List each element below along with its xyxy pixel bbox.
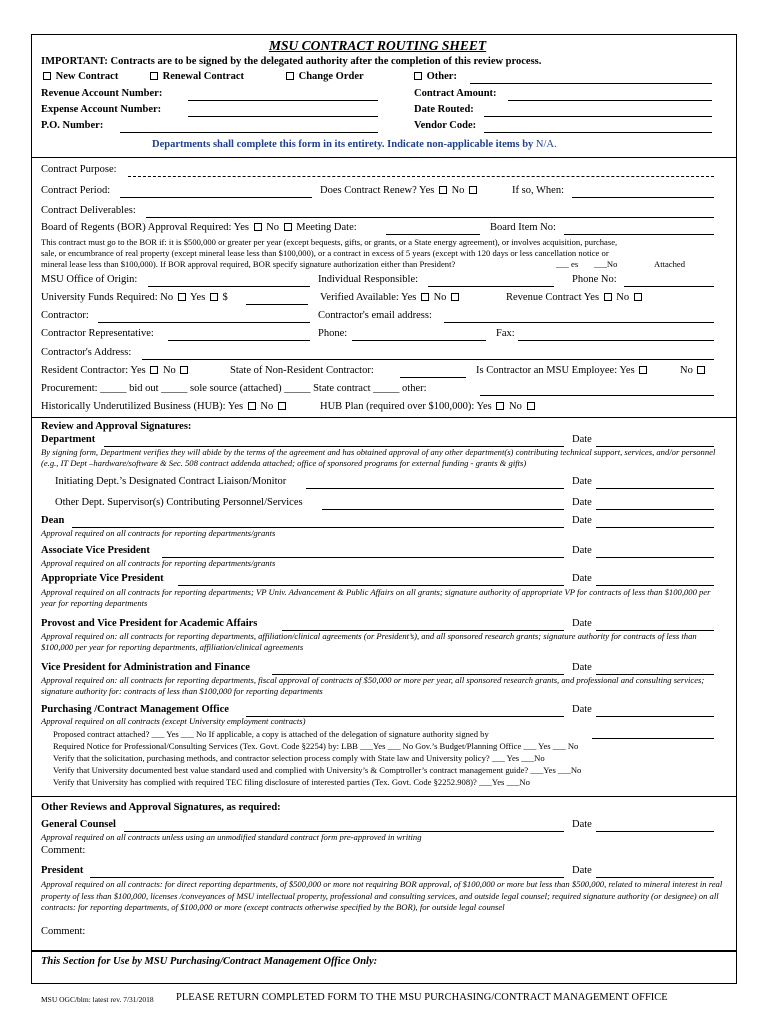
revenue-contract-label: Revenue Contract Yes No <box>506 292 644 303</box>
checkbox-icon[interactable] <box>604 293 612 301</box>
contract-purpose-field[interactable] <box>128 176 714 177</box>
checkbox-icon[interactable] <box>150 366 158 374</box>
purchasing-only-section: This Section for Use by MSU Purchasing/Contract Management Office Only: <box>41 956 378 967</box>
appvp-label: Appropriate Vice President <box>41 573 164 584</box>
general-counsel-label: General Counsel <box>41 819 116 830</box>
hub-plan-label: HUB Plan (required over $100,000): Yes No <box>320 401 537 412</box>
revenue-account-field[interactable] <box>188 100 378 101</box>
vpaf-label: Vice President for Administration and Finance <box>41 662 250 673</box>
date-label: Date <box>572 434 592 445</box>
funds-required-label: University Funds Required: No Yes $ <box>41 292 228 303</box>
comment-label: Comment: <box>41 845 86 856</box>
other-reviews-heading: Other Reviews and Approval Signatures, as required: <box>41 802 281 813</box>
contract-purpose-label: Contract Purpose: <box>41 164 117 175</box>
checkbox-icon[interactable] <box>439 186 447 194</box>
checkbox-icon[interactable] <box>180 366 188 374</box>
checkbox-icon[interactable] <box>639 366 647 374</box>
purchasing-date-field[interactable] <box>596 716 714 717</box>
other-dept-date-field[interactable] <box>596 509 714 510</box>
phone-no-label: Phone No: <box>572 274 617 285</box>
procurement-other-field[interactable] <box>480 395 714 396</box>
appvp-signature-field[interactable] <box>178 585 564 586</box>
checkbox-icon[interactable] <box>178 293 186 301</box>
other-field[interactable] <box>470 83 712 84</box>
checkbox-icon[interactable] <box>414 72 422 80</box>
contractor-email-field[interactable] <box>444 322 714 323</box>
date-routed-field[interactable] <box>484 116 712 117</box>
checkbox-icon[interactable] <box>254 223 262 231</box>
checkbox-icon[interactable] <box>210 293 218 301</box>
date-label: Date <box>572 573 592 584</box>
does-renew-label: Does Contract Renew? Yes No <box>320 185 479 196</box>
hub-label: Historically Underutilized Business (HUB): Yes No <box>41 401 288 412</box>
checkbox-icon[interactable] <box>451 293 459 301</box>
purchasing-note: Approval required on all contracts (except University employment contracts) <box>41 716 306 726</box>
funds-amount-field[interactable] <box>246 304 308 305</box>
department-label: Department <box>41 434 96 445</box>
bor-note-line-2: sale, or encumbrance of real property (except mineral lease less than $100,000), or a contract in excess of 5 years (except with 120 days or less cancellation notice or <box>41 248 609 258</box>
revenue-account-label: Revenue Account Number: <box>41 88 163 99</box>
date-label: Date <box>572 704 592 715</box>
other-dept-signature-field[interactable] <box>322 509 564 510</box>
revision-note: MSU OGC/blm: latest rev. 7/31/2018 <box>41 995 154 1004</box>
initiating-date-field[interactable] <box>596 488 714 489</box>
renewal-contract-option[interactable]: Renewal Contract <box>148 71 244 82</box>
contractor-rep-field[interactable] <box>168 340 310 341</box>
individual-responsible-label: Individual Responsible: <box>318 274 419 285</box>
date-label: Date <box>572 476 592 487</box>
date-routed-label: Date Routed: <box>414 104 474 115</box>
departments-note: Departments shall complete this form in its entirety. Indicate non-applicable items by N/A. <box>152 139 557 150</box>
date-label: Date <box>572 662 592 673</box>
provost-label: Provost and Vice President for Academic Affairs <box>41 618 258 629</box>
phone-label: Phone: <box>318 328 348 339</box>
initiating-label: Initiating Dept.’s Designated Contract Liaison/Monitor <box>55 476 287 487</box>
office-origin-field[interactable] <box>148 286 310 287</box>
deliverables-field[interactable] <box>146 217 714 218</box>
section-divider <box>31 950 737 952</box>
procurement-row: Procurement: _____ bid out _____ sole source (attached) _____ State contract _____ other: <box>41 383 427 394</box>
phone-field[interactable] <box>352 340 486 341</box>
meeting-date-field[interactable] <box>386 234 480 235</box>
avp-date-field[interactable] <box>596 557 714 558</box>
checkbox-icon[interactable] <box>634 293 642 301</box>
checkbox-icon[interactable] <box>248 402 256 410</box>
board-item-label: Board Item No: <box>490 222 556 233</box>
signatures-heading: Review and Approval Signatures: <box>41 421 192 432</box>
po-number-label: P.O. Number: <box>41 120 104 131</box>
checkbox-icon[interactable] <box>697 366 705 374</box>
avp-note: Approval required on all contracts for reporting departments/grants <box>41 558 276 568</box>
contractor-email-label: Contractor's email address: <box>318 310 432 321</box>
comment-label: Comment: <box>41 926 86 937</box>
if-so-when-label: If so, When: <box>512 185 565 196</box>
office-origin-label: MSU Office of Origin: <box>41 274 138 285</box>
date-label: Date <box>572 865 592 876</box>
contractor-address-label: Contractor's Address: <box>41 347 132 358</box>
contract-period-field[interactable] <box>120 197 312 198</box>
contractor-field[interactable] <box>98 322 310 323</box>
date-label: Date <box>572 618 592 629</box>
po-number-field[interactable] <box>120 132 378 133</box>
contract-amount-label: Contract Amount: <box>414 88 497 99</box>
date-label: Date <box>572 497 592 508</box>
president-signature-field[interactable] <box>90 877 564 878</box>
vendor-code-label: Vendor Code: <box>414 120 477 131</box>
resident-contractor-label: Resident Contractor: Yes No <box>41 365 190 376</box>
section-divider <box>31 796 737 797</box>
section-divider <box>31 417 737 418</box>
checkbox-icon[interactable] <box>469 186 477 194</box>
checkbox-icon[interactable] <box>421 293 429 301</box>
contractor-address-field[interactable] <box>142 359 714 360</box>
avp-label: Associate Vice President <box>41 545 150 556</box>
checkbox-icon[interactable] <box>496 402 504 410</box>
date-label: Date <box>572 515 592 526</box>
president-note: Approval required on all contracts: for direct reporting departments, of $500,000 or more not requiring BOR approval, of $100,000 or more but less than $500,000, related to mineral interest in real property of less than $100,000, licenses /conveyances of MSU intellectual property, professional and consulting services, and outside legal counsel; required signature authority (or designee) on all contracts: for reporting departments, of $100,000 or more (except contracts otherwise specified by the BOR), for outside legal counsel <box>41 879 723 912</box>
new-contract-option[interactable]: New Contract <box>41 71 118 82</box>
general-counsel-date-field[interactable] <box>596 831 714 832</box>
dean-note: Approval required on all contracts for reporting departments/grants <box>41 528 276 538</box>
checkbox-icon[interactable] <box>43 72 51 80</box>
checkbox-icon[interactable] <box>286 72 294 80</box>
contract-amount-field[interactable] <box>508 100 712 101</box>
date-label: Date <box>572 545 592 556</box>
checkbox-icon[interactable] <box>150 72 158 80</box>
bor-attached-label: Attached <box>654 259 686 269</box>
contract-period-label: Contract Period: <box>41 185 111 196</box>
board-item-field[interactable] <box>564 234 714 235</box>
provost-note: Approval required on: all contracts for reporting departments, affiliation/clinical agreements (or President’s), and all sponsored research grants; signature authority for contracts of less than $100,000 per year for reporting departments, affiliation/clinical agreements <box>41 631 697 652</box>
other-dept-label: Other Dept. Supervisor(s) Contributing Personnel/Services <box>55 497 303 508</box>
initiating-signature-field[interactable] <box>306 488 564 489</box>
section-divider <box>31 157 737 158</box>
purchasing-label: Purchasing /Contract Management Office <box>41 704 229 715</box>
important-note: IMPORTANT: Contracts are to be signed by the delegated authority after the completion of this review process. <box>41 56 542 67</box>
msu-employee-label: Is Contractor an MSU Employee: Yes <box>476 365 649 376</box>
appvp-date-field[interactable] <box>596 585 714 586</box>
other-option[interactable]: Other: <box>412 71 457 82</box>
president-label: President <box>41 865 84 876</box>
bor-note-line-3: mineral lease less than $100,000). If BOR approval required, BOR specify signature authorization either than President? <box>41 259 456 269</box>
checkbox-icon[interactable] <box>284 223 292 231</box>
dean-label: Dean <box>41 515 65 526</box>
dean-date-field[interactable] <box>596 527 714 528</box>
bor-yes-option[interactable]: ___ es <box>556 259 579 269</box>
change-order-option[interactable]: Change Order <box>284 71 364 82</box>
checkbox-icon[interactable] <box>527 402 535 410</box>
fax-field[interactable] <box>518 340 714 341</box>
president-date-field[interactable] <box>596 877 714 878</box>
required-notice-row: Required Notice for Professional/Consulting Services (Tex. Govt. Code §2254) by: LBB ___Yes ___ No Gov.’s Budget/Planning Office ___ Yes ___ No <box>53 741 579 751</box>
vendor-code-field[interactable] <box>484 132 712 133</box>
contractor-rep-label: Contractor Representative: <box>41 328 154 339</box>
vpaf-note: Approval required on: all contracts for reporting departments, fiscal approval of contracts of $50,000 or more per year, all sponsored research grants, and professional and consulting services; signature authority for: contracts of less than $100,000 for reporting departments <box>41 675 705 696</box>
return-note: PLEASE RETURN COMPLETED FORM TO THE MSU PURCHASING/CONTRACT MANAGEMENT OFFICE <box>176 992 668 1003</box>
verify-tec-row: Verify that University has complied with required TEC filing disclosure of interested parties (Tex. Govt. Code §2252.908)? ___Yes ___No <box>53 777 530 787</box>
deliverables-label: Contract Deliverables: <box>41 205 136 216</box>
fax-label: Fax: <box>496 328 515 339</box>
verify-solicitation-row: Verify that the solicitation, purchasing methods, and contractor selection process comply with State law and University policy? ___ Yes ___No <box>53 753 545 763</box>
verify-best-value-row: Verify that University documented best value standard used and complied with University’s & Comptroller’s contract management guide? ___Yes ___No <box>53 765 582 775</box>
proposed-attached-row: Proposed contract attached? ___ Yes ___ No If applicable, a copy is attached of the delegation of signature authority signed by <box>53 729 489 739</box>
expense-account-label: Expense Account Number: <box>41 104 162 115</box>
appvp-note: Approval required on all contracts for reporting departments; VP Univ. Advancement & Public Affairs on all grants; signature authority of appropriate VP for contracts of less than $100,000 per year for reporting departments <box>41 587 711 608</box>
msu-employee-no: No <box>680 365 707 376</box>
state-nonresident-label: State of Non-Resident Contractor: <box>230 365 374 376</box>
verified-available-label: Verified Available: Yes No <box>320 292 461 303</box>
general-counsel-note: Approval required on all contracts unless using an unmodified standard contract form pre-approved in writing <box>41 832 422 842</box>
department-note: By signing form, Department verifies they will abide by the terms of the agreement and has obtained approval of any other department(s) contributing technical support, services, and/or personnel (e.g., IT Dept –hardware/software & Sec. 508 contract addenda attached; office of sponsored programs for external funding - grants & gifts) <box>41 447 716 468</box>
individual-responsible-field[interactable] <box>428 286 554 287</box>
bor-required-label: Board of Regents (BOR) Approval Required: Yes No Meeting Date: <box>41 222 357 233</box>
if-so-when-field[interactable] <box>572 197 714 198</box>
state-nonresident-field[interactable] <box>400 377 466 378</box>
delegation-signed-by-field[interactable] <box>592 738 714 739</box>
page-title: MSU CONTRACT ROUTING SHEET <box>269 38 487 53</box>
expense-account-field[interactable] <box>188 116 378 117</box>
checkbox-icon[interactable] <box>278 402 286 410</box>
bor-no-option[interactable]: ___No <box>594 259 618 269</box>
bor-note-line-1: This contract must go to the BOR if: it is $500,000 or greater per year (except bequests, gifts, or grants, or a State energy agreement), or involves acquisition, purchase, <box>41 237 618 247</box>
contractor-label: Contractor: <box>41 310 89 321</box>
date-label: Date <box>572 819 592 830</box>
phone-no-field[interactable] <box>624 286 714 287</box>
